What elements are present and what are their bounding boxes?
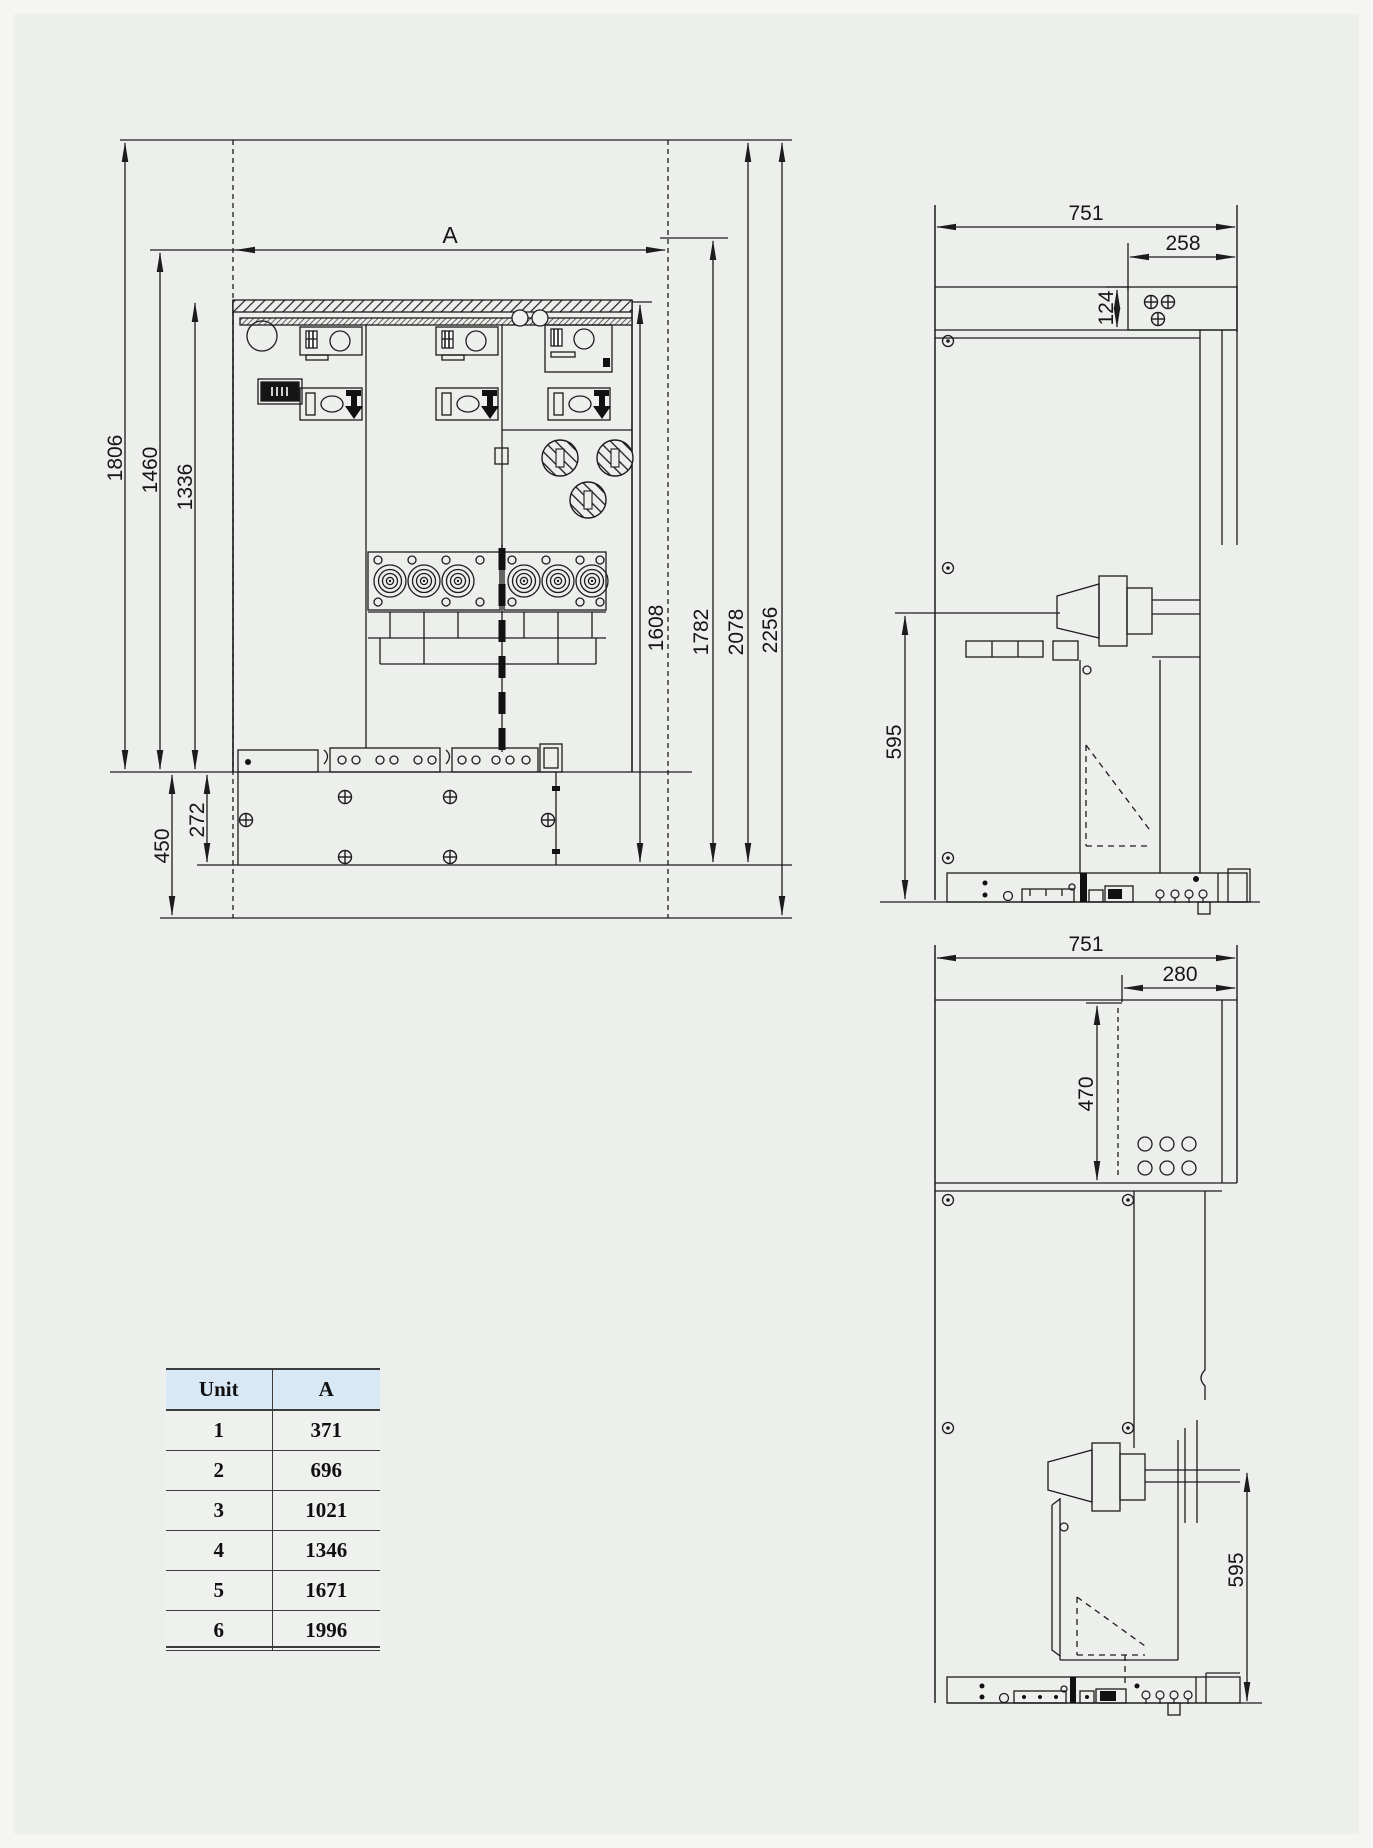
- plinth-screw-icon: [444, 791, 457, 804]
- cable-route-dashed: [1086, 745, 1152, 846]
- plinth-screw-icon: [240, 814, 253, 827]
- fixing-screw-icon: [1162, 296, 1175, 309]
- unit-table: [166, 1368, 380, 1651]
- a-cell: 696: [272, 1451, 380, 1491]
- sv2-cable-connector: [1048, 1443, 1240, 1511]
- cable-route-dashed: [1077, 1597, 1145, 1683]
- dim-label-450: 450: [151, 828, 174, 864]
- front-extension-lines: [110, 140, 792, 918]
- unit-cell: 1: [166, 1410, 272, 1451]
- side-view-bottom-labels: [1068, 933, 1248, 1588]
- screw-icon: [1123, 1423, 1134, 1434]
- roof-roller-icon: [512, 310, 528, 326]
- sv1-dimensions: [895, 205, 1237, 900]
- sv2-dimensions: [935, 945, 1247, 1703]
- screw-icon: [1123, 1195, 1134, 1206]
- cable-cone-icon: [1057, 584, 1099, 638]
- dim-label-258: 258: [1165, 232, 1201, 255]
- top-rear-box: [1128, 287, 1237, 330]
- a-cell: 1021: [272, 1491, 380, 1531]
- unit-cell: 4: [166, 1531, 272, 1571]
- sv2-base: [947, 1673, 1262, 1715]
- cable-cone-icon: [1048, 1450, 1092, 1502]
- roof-hatch-strip: [233, 300, 632, 312]
- a-cell: 1671: [272, 1571, 380, 1611]
- panel1-mechanism: [300, 388, 363, 420]
- unit-cell: 2: [166, 1451, 272, 1491]
- dim-label-595-top: 595: [883, 724, 906, 760]
- table-row: [166, 1531, 380, 1571]
- panel2-indicator: [436, 327, 498, 360]
- panel2-mechanism: [436, 388, 499, 420]
- nameplate: [258, 379, 302, 404]
- screw-icon: [943, 1423, 954, 1434]
- unit-cell: 6: [166, 1611, 272, 1651]
- a-cell: 371: [272, 1410, 380, 1451]
- sv1-interior: [966, 641, 1200, 873]
- panel3-mechanism: [548, 388, 611, 420]
- screw-icon: [943, 853, 954, 864]
- table-row: [166, 1491, 380, 1531]
- bushing-support-cells: [368, 612, 606, 664]
- fixing-screw-icon: [1145, 296, 1158, 309]
- dim-label-1806: 1806: [104, 434, 127, 482]
- screw-icon: [943, 563, 954, 574]
- cable-bushing-hatched-icon: [597, 440, 633, 476]
- dim-label-1336: 1336: [174, 463, 197, 511]
- dim-label-124: 124: [1095, 290, 1118, 326]
- side-view-top-labels: [883, 202, 1201, 760]
- sv1-cable-connector: [1057, 576, 1200, 646]
- dim-label-280: 280: [1162, 963, 1198, 986]
- unit-cell: 5: [166, 1571, 272, 1611]
- dim-label-272: 272: [186, 802, 209, 838]
- table-row: [166, 1451, 380, 1491]
- table-row: [166, 1611, 380, 1651]
- dim-label-1782: 1782: [690, 608, 713, 656]
- plinth-screw-icon: [444, 851, 457, 864]
- roof-inner-strip: [240, 318, 632, 325]
- dim-label-A: A: [442, 222, 458, 248]
- unit-table-header-row: [166, 1369, 380, 1410]
- panel1-indicator: [300, 327, 362, 360]
- side-view-top: [880, 205, 1260, 914]
- dim-label-2256: 2256: [759, 606, 782, 654]
- screw-icon: [943, 1195, 954, 1206]
- dim-label-595-bottom: 595: [1225, 1552, 1248, 1588]
- dim-label-470: 470: [1075, 1076, 1098, 1112]
- unit-table-header-unit: Unit: [166, 1369, 272, 1410]
- dim-label-1460: 1460: [139, 446, 162, 494]
- plinth: [238, 772, 560, 865]
- table-row: [166, 1571, 380, 1611]
- roof-roller-icon: [532, 310, 548, 326]
- panel3-indicator: [545, 325, 612, 372]
- dim-label-2078: 2078: [725, 608, 748, 656]
- unit-cell: 3: [166, 1491, 272, 1531]
- sv1-body: [935, 287, 1237, 873]
- plinth-screw-icon: [339, 791, 352, 804]
- sv1-base: [880, 869, 1260, 914]
- screw-icon: [943, 336, 954, 347]
- dim-label-1608: 1608: [645, 604, 668, 652]
- bushing-row: [368, 552, 608, 610]
- bottom-rail: [238, 744, 562, 772]
- table-bottom-rule: [166, 1646, 380, 1648]
- cable-bushing-hatched-icon: [570, 482, 606, 518]
- sv2-interior: [1052, 1440, 1178, 1683]
- front-view: [110, 140, 792, 918]
- a-cell: 1346: [272, 1531, 380, 1571]
- cable-bushing-hatched-icon: [542, 440, 578, 476]
- plinth-screw-icon: [542, 814, 555, 827]
- side-view-bottom: [935, 945, 1262, 1715]
- panel3-cable-compartment: [495, 430, 633, 518]
- table-row: [166, 1410, 380, 1451]
- front-cabinet-outline: [233, 300, 632, 772]
- dim-label-751-bottom: 751: [1068, 933, 1104, 956]
- plinth-screw-icon: [339, 851, 352, 864]
- unit-table-header-a: A: [272, 1369, 380, 1410]
- dim-label-751-top: 751: [1068, 202, 1104, 225]
- a-cell: 1996: [272, 1611, 380, 1651]
- fixing-screw-icon: [1152, 313, 1165, 326]
